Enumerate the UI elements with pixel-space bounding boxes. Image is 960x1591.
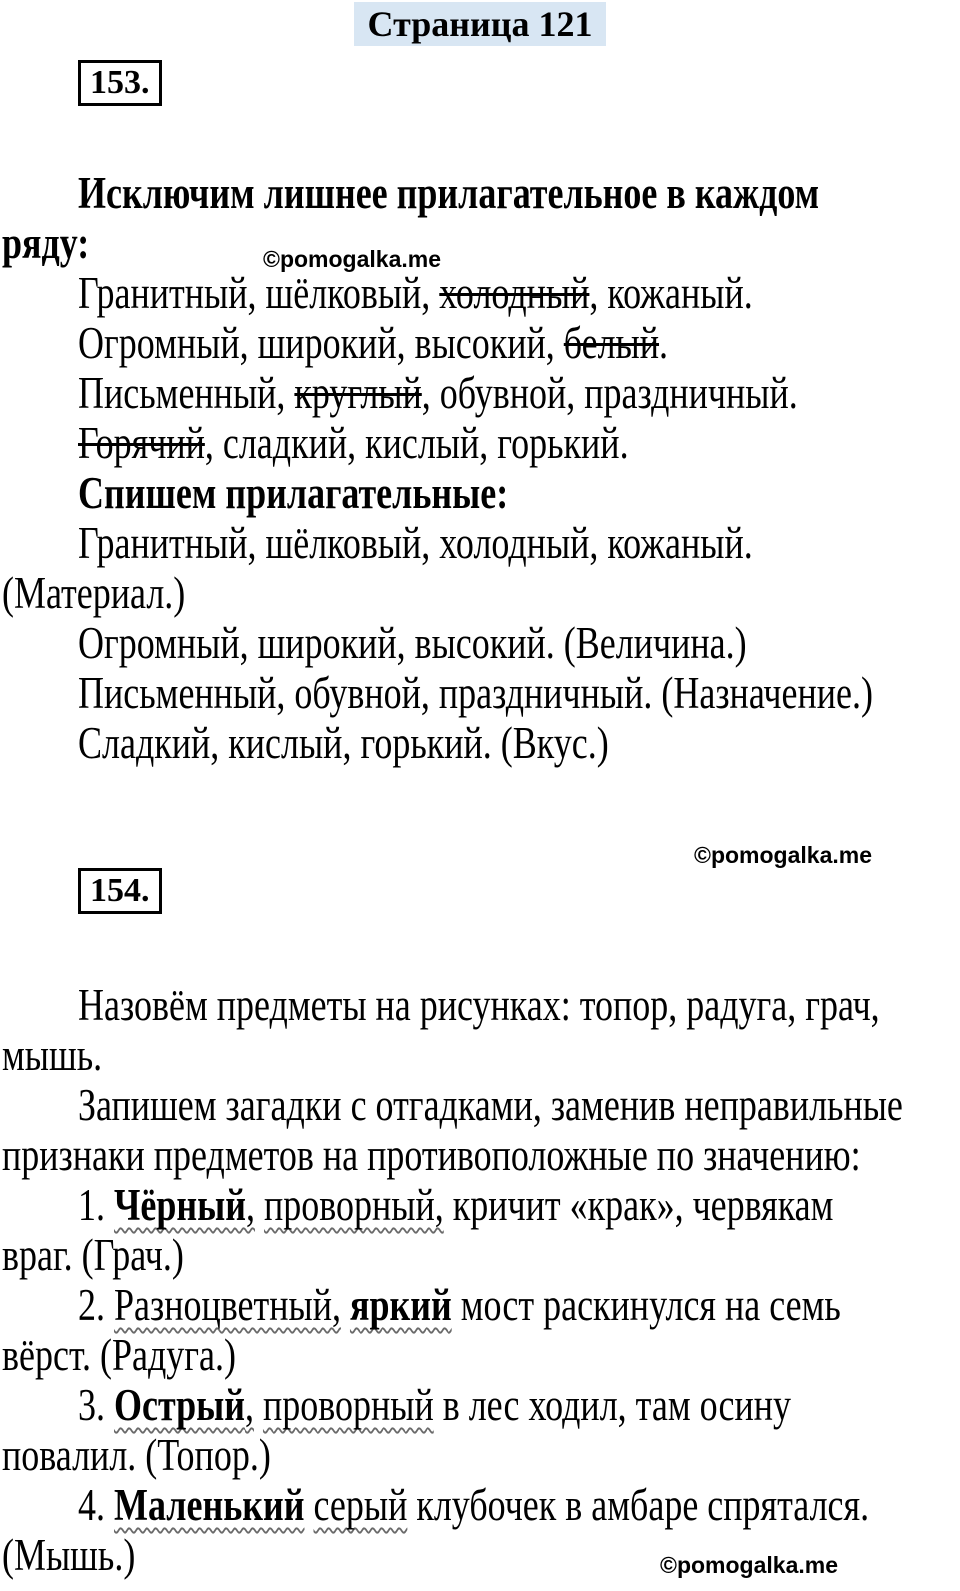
text-line <box>0 1280 960 1330</box>
text-segment: Гранитный, шёлковый, <box>78 268 440 318</box>
text-line-content <box>2 1030 102 1080</box>
text-segment-wavy: проворный, <box>264 1180 444 1230</box>
text-line <box>0 1030 960 1080</box>
text-segment: мышь. <box>2 1030 103 1080</box>
text-line-content <box>2 568 185 618</box>
text-line <box>0 618 960 668</box>
text-line-content <box>78 418 629 468</box>
text-segment: Огромный, широкий, высокий, <box>78 318 564 368</box>
text-line <box>0 168 960 218</box>
text-segment <box>304 1480 313 1530</box>
text-line <box>0 318 960 368</box>
text-line <box>0 268 960 318</box>
text-line <box>0 1230 960 1280</box>
text-segment: признаки предметов на противоположные по значению: <box>2 1130 861 1180</box>
text-segment: Письменный, <box>78 368 295 418</box>
text-segment: 1. <box>78 1180 114 1230</box>
text-line-content <box>78 168 819 218</box>
text-line-content <box>2 218 89 268</box>
text-line <box>0 1330 960 1380</box>
text-segment: Сладкий, кислый, горький. (Вкус.) <box>78 718 609 768</box>
text-segment-bold: ряду: <box>2 218 90 268</box>
text-line <box>0 1430 960 1480</box>
text-segment-wavy: , <box>244 1380 254 1430</box>
text-line-content <box>78 718 609 768</box>
text-segment-strike: белый <box>563 318 660 368</box>
page-title: Страница 121 <box>354 2 607 46</box>
text-line-content <box>78 618 747 668</box>
text-segment <box>341 1280 350 1330</box>
text-line-content <box>78 980 880 1030</box>
text-line-content <box>2 1230 184 1280</box>
text-segment-strike: Горячий <box>78 418 205 468</box>
text-segment-bold-wavy: яркий <box>349 1280 452 1330</box>
text-segment-strike: круглый <box>294 368 422 418</box>
text-segment-strike: холодный <box>439 268 590 318</box>
text-segment: повалил. (Топор.) <box>2 1430 271 1480</box>
exercise-154-body <box>0 980 960 1580</box>
text-line <box>0 668 960 718</box>
text-segment <box>254 1380 263 1430</box>
text-segment-bold: Спишем прилагательные: <box>78 468 509 518</box>
exercise-154-number-row <box>0 868 960 914</box>
text-line-content <box>78 318 668 368</box>
text-line <box>0 1480 960 1530</box>
watermark-middle: ©pomogalka.me <box>694 842 872 868</box>
text-segment: (Материал.) <box>2 568 186 618</box>
text-line <box>0 568 960 618</box>
text-line-content <box>78 1180 833 1230</box>
text-line <box>0 418 960 468</box>
exercise-153-body <box>0 168 960 768</box>
text-segment: Гранитный, шёлковый, холодный, кожаный. <box>78 518 753 568</box>
text-line <box>0 980 960 1030</box>
text-line-content <box>78 1080 903 1130</box>
text-line-content <box>78 668 873 718</box>
text-segment: враг. (Грач.) <box>2 1230 184 1280</box>
text-line-content <box>78 1480 869 1530</box>
text-segment: Запишем загадки с отгадками, заменив неправильные <box>78 1080 903 1130</box>
text-segment-wavy: серый <box>313 1480 408 1530</box>
text-segment: Назовём предметы на рисунках: топор, радуга, грач, <box>78 980 880 1030</box>
text-segment: , кожаный. <box>589 268 753 318</box>
text-segment: . <box>659 318 669 368</box>
text-line <box>0 1380 960 1430</box>
text-line-content <box>78 268 753 318</box>
text-segment-bold: Исключим лишнее прилагательное в каждом <box>78 168 820 218</box>
text-segment: клубочек в амбаре спрятался. <box>407 1480 870 1530</box>
text-segment-bold-wavy: Чёрный <box>114 1180 247 1230</box>
text-line <box>0 1180 960 1230</box>
watermark-top: ©pomogalka.me <box>263 246 441 272</box>
text-line-content <box>78 1280 841 1330</box>
text-segment: 2. <box>78 1280 114 1330</box>
text-line <box>0 1080 960 1130</box>
exercise-153-number-row <box>0 60 960 106</box>
text-segment: вёрст. (Радуга.) <box>2 1330 237 1380</box>
text-line-content <box>78 1380 791 1430</box>
text-segment-wavy: , <box>246 1180 256 1230</box>
text-segment: (Мышь.) <box>2 1530 136 1580</box>
text-line-content <box>78 368 798 418</box>
text-segment <box>255 1180 264 1230</box>
text-segment-bold-wavy: Острый <box>114 1380 245 1430</box>
text-segment-wavy: Разноцветный, <box>114 1280 341 1330</box>
text-line <box>0 518 960 568</box>
text-segment: мост раскинулся на семь <box>451 1280 841 1330</box>
text-segment: кричит «крак», червякам <box>443 1180 834 1230</box>
text-line <box>0 218 960 268</box>
text-line-content <box>78 468 508 518</box>
text-line <box>0 468 960 518</box>
text-line <box>0 718 960 768</box>
text-segment: Письменный, обувной, праздничный. (Назначение.) <box>78 668 873 718</box>
text-segment: 3. <box>78 1380 114 1430</box>
text-line <box>0 368 960 418</box>
text-segment-wavy: проворный <box>262 1380 434 1430</box>
exercise-154-number-box: 154. <box>78 868 162 914</box>
exercise-153-number-box: 153. <box>78 60 162 106</box>
text-segment: в лес ходил, там осину <box>433 1380 792 1430</box>
text-segment: , сладкий, кислый, горький. <box>204 418 629 468</box>
text-segment: 4. <box>78 1480 114 1530</box>
text-line-content <box>2 1530 135 1580</box>
text-line-content <box>2 1430 271 1480</box>
text-segment-bold-wavy: Маленький <box>114 1480 305 1530</box>
text-line-content <box>78 518 753 568</box>
text-segment: Огромный, широкий, высокий. (Величина.) <box>78 618 747 668</box>
text-line-content <box>2 1130 861 1180</box>
text-line <box>0 1130 960 1180</box>
page-title-row <box>0 0 960 48</box>
text-segment: , обувной, праздничный. <box>421 368 798 418</box>
watermark-bottom: ©pomogalka.me <box>660 1552 838 1578</box>
text-line-content <box>2 1330 236 1380</box>
